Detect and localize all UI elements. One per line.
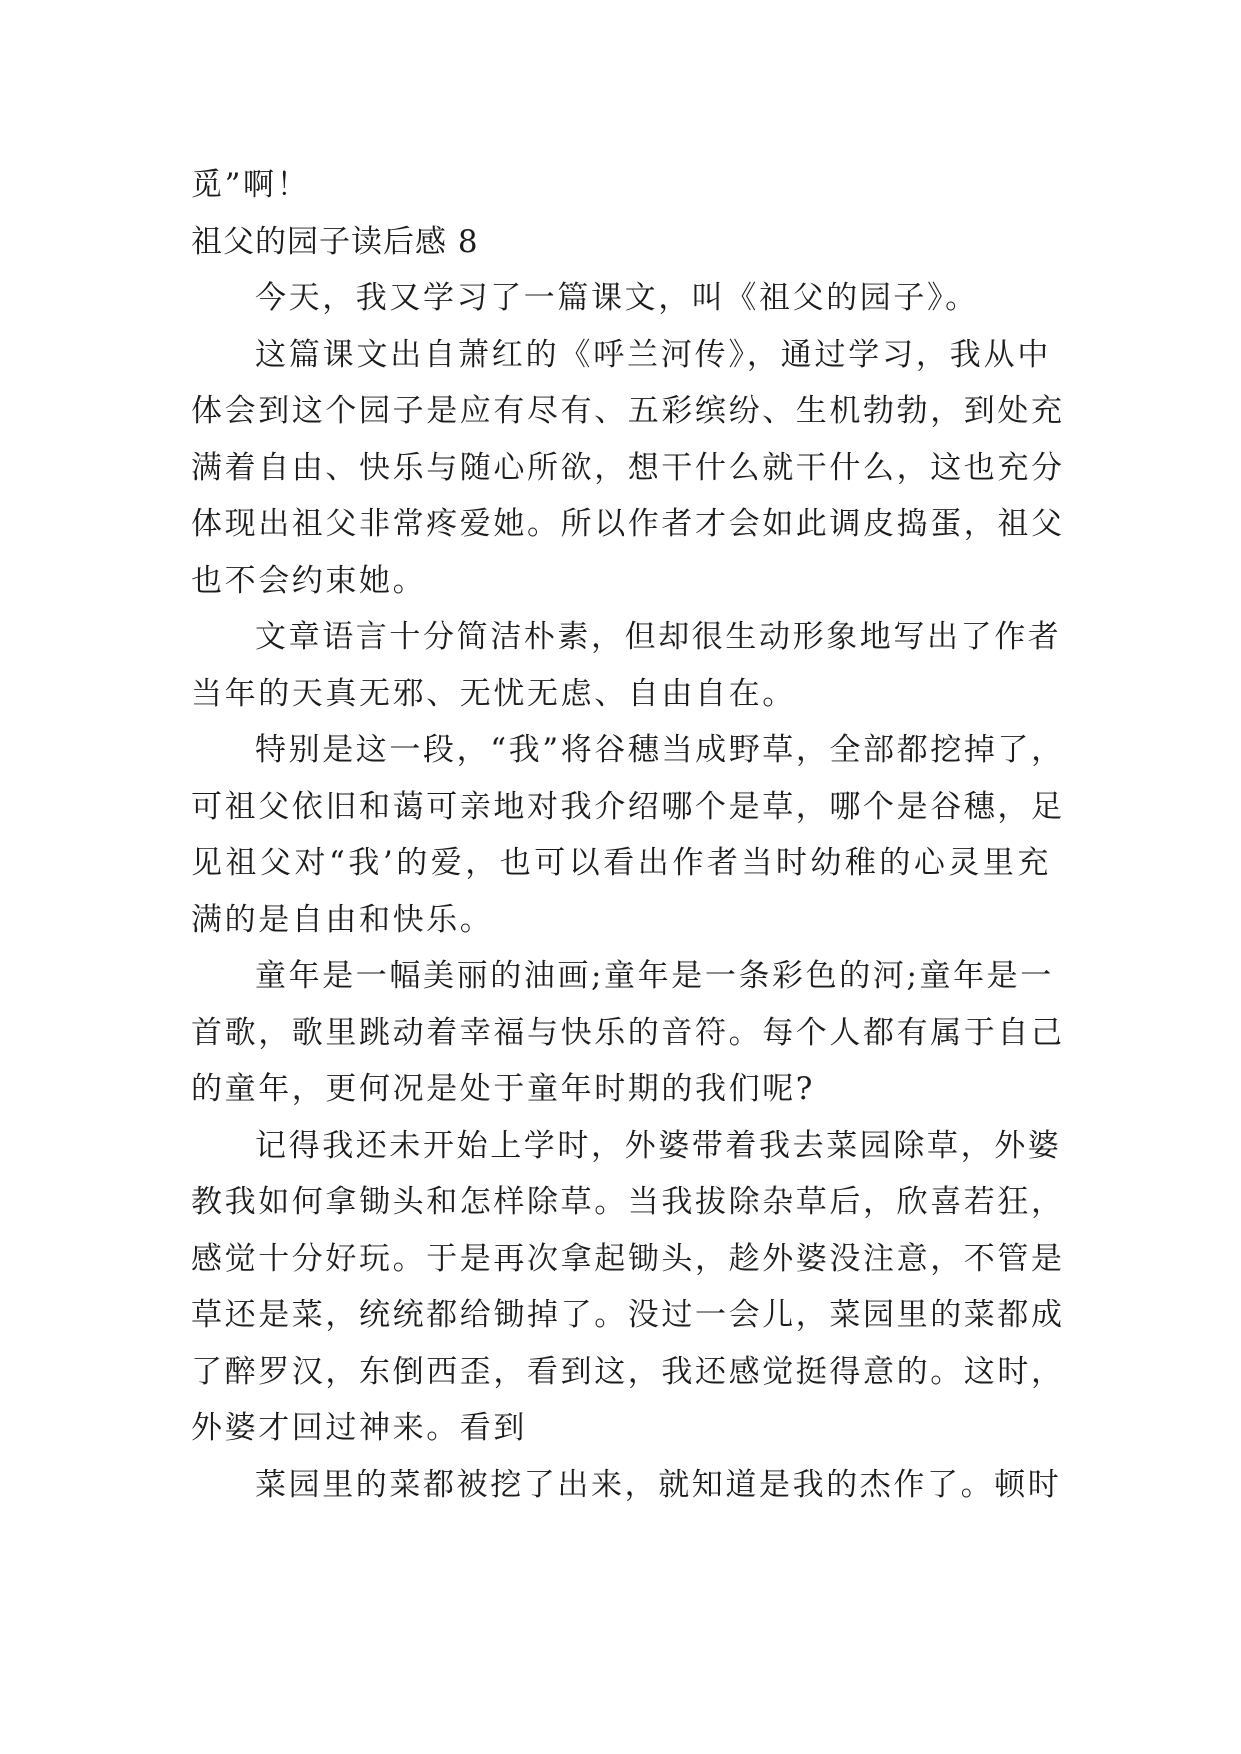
paragraph-line: 文章语言十分简洁朴素，但却很生动形象地写出了作者 [255,619,1062,655]
paragraph-line: 童年是一幅美丽的油画;童年是一条彩色的河;童年是一 [255,958,1054,994]
paragraph-line: 满着自由、快乐与随心所欲，想干什么就干什么，这也充分 [191,449,1065,486]
paragraph-line: 外婆才回过神来。看到 [191,1410,527,1446]
paragraph-line: 今天，我又学习了一篇课文，叫《祖父的园子》。 [255,280,979,316]
continuation-line: 觅”啊！ [191,167,311,203]
paragraph-line: 见祖父对“我’的爱，也可以看出作者当时幼稚的心灵里充 [191,845,1051,881]
paragraph-line: 特别是这一段，“我”将谷穗当成野草，全部都挖掉了， [255,732,1065,768]
paragraph-line: 也不会约束她。 [191,562,427,599]
paragraph-line: 感觉十分好玩。于是再次拿起锄头，趁外婆没注意，不管是 [191,1240,1065,1277]
paragraph-line: 体会到这个园子是应有尽有、五彩缤纷、生机勃勃，到处充 [191,393,1065,429]
paragraph-line: 了醉罗汉，东倒西歪，看到这，我还感觉挺得意的。这时， [191,1353,1065,1390]
section-heading: 祖父的园子读后感 8 [191,223,479,260]
paragraph-line: 教我如何拿锄头和怎样除草。当我拔除杂草后，欣喜若狂， [191,1184,1065,1220]
paragraph-line: 满的是自由和快乐。 [191,901,494,938]
paragraph-line: 当年的天真无邪、无忧无虑、自由自在。 [191,675,796,712]
paragraph-line: 体现出祖父非常疼爱她。所以作者才会如此调皮捣蛋，祖父 [191,506,1065,542]
paragraph-line: 记得我还未开始上学时，外婆带着我去菜园除草，外婆 [255,1127,1062,1164]
paragraph-line: 可祖父依旧和蔼可亲地对我介绍哪个是草，哪个是谷穗，足 [191,788,1065,825]
paragraph-line: 的童年，更何况是处于童年时期的我们呢? [191,1071,816,1107]
paragraph-line: 首歌，歌里跳动着幸福与快乐的音符。每个人都有属于自己 [191,1014,1065,1051]
paragraph-line: 这篇课文出自萧红的《呼兰河传》，通过学习，我从中 [255,336,1051,373]
document-body [191,157,1065,1513]
paragraph-line: 菜园里的菜都被挖了出来，就知道是我的杰作了。顿时 [255,1466,1062,1503]
paragraph-line: 草还是菜，统统都给锄掉了。没过一会儿，菜园里的菜都成 [191,1297,1065,1333]
